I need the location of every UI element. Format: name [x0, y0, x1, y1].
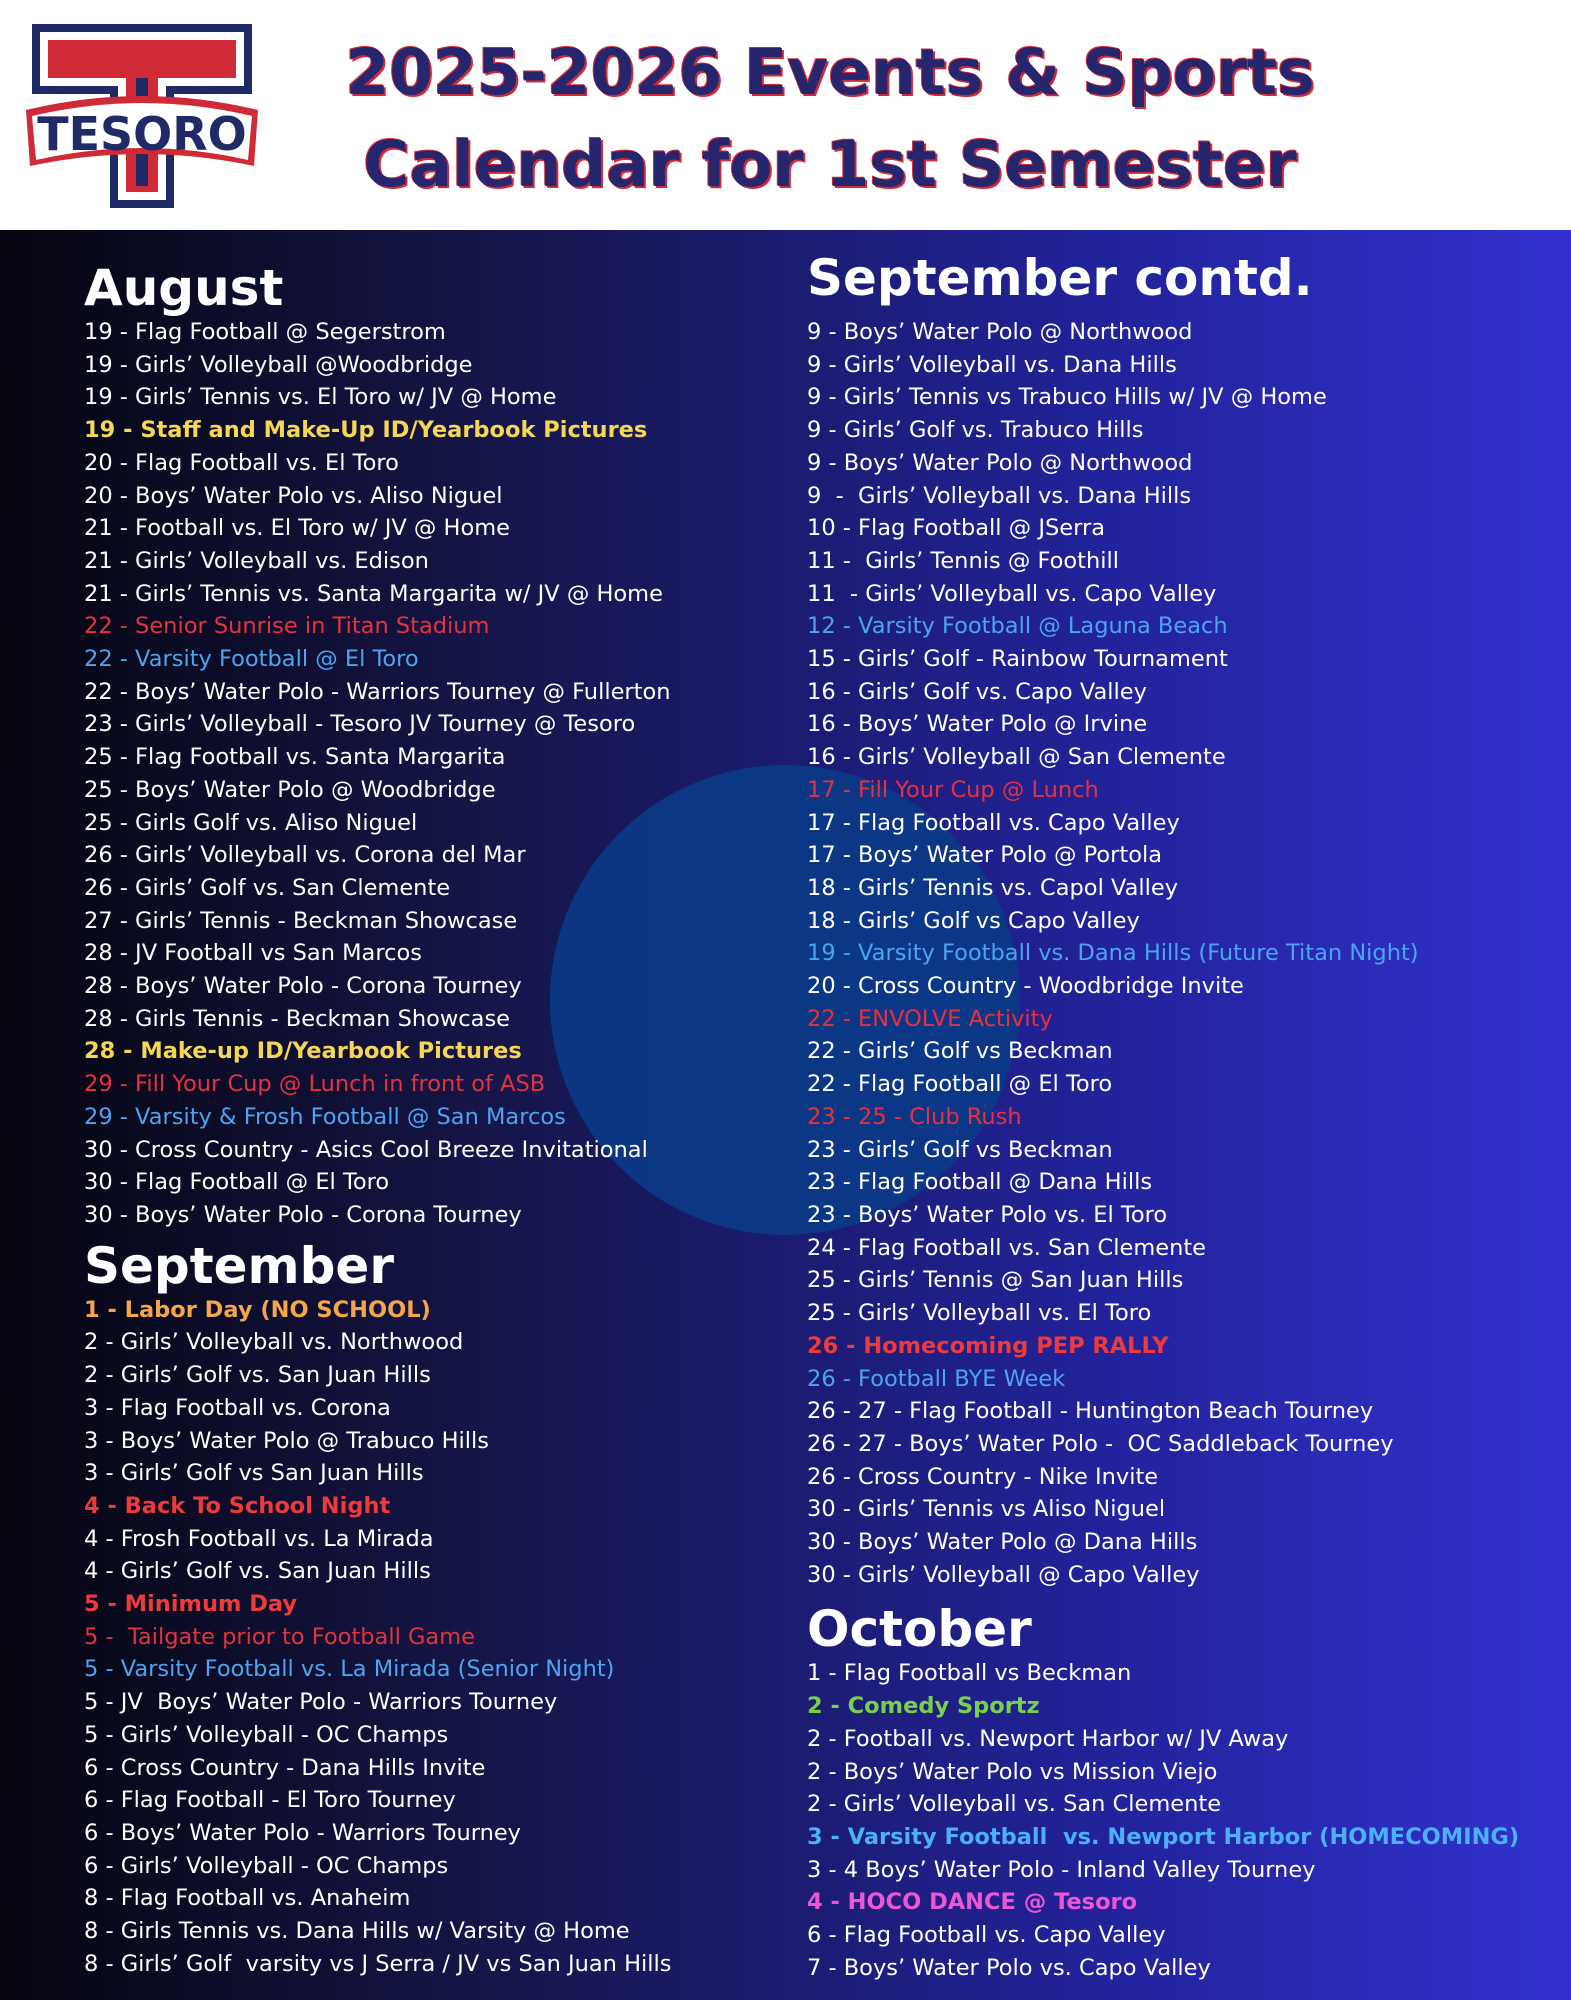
event-item: 9 - Girls’ Volleyball vs. Dana Hills [807, 482, 1192, 509]
event-item: 21 - Girls’ Tennis vs. Santa Margarita w/ JV @ Home [84, 580, 663, 607]
event-item: 20 - Cross Country - Woodbridge Invite [807, 973, 1244, 1000]
event-item: 20 - Flag Football vs. El Toro [84, 449, 399, 476]
event-item: 30 - Boys’ Water Polo @ Dana Hills [807, 1529, 1198, 1556]
event-item: 9 - Girls’ Golf vs. Trabuco Hills [807, 417, 1144, 444]
right-column [807, 230, 1567, 1984]
month-heading-august: August [84, 259, 284, 317]
event-item: 2 - Girls’ Volleyball vs. San Clemente [807, 1791, 1222, 1818]
event-item: 1 - Labor Day (NO SCHOOL) [84, 1296, 431, 1323]
event-item: 6 - Flag Football - El Toro Tourney [84, 1787, 456, 1814]
event-item: 29 - Fill Your Cup @ Lunch in front of ASB [84, 1071, 546, 1098]
event-item: 11 - Girls’ Tennis @ Foothill [807, 547, 1119, 574]
event-item: 30 - Girls’ Volleyball @ Capo Valley [807, 1561, 1200, 1588]
event-item: 22 - Boys’ Water Polo - Warriors Tourney @ Fullerton [84, 678, 671, 705]
event-item: 7 - Boys’ Water Polo vs. Capo Valley [807, 1954, 1211, 1981]
event-item: 21 - Football vs. El Toro w/ JV @ Home [84, 515, 511, 542]
event-item: 11 - Girls’ Volleyball vs. Capo Valley [807, 580, 1217, 607]
event-item: 29 - Varsity & Frosh Football @ San Marcos [84, 1103, 566, 1130]
event-item: 26 - 27 - Boys’ Water Polo - OC Saddleback Tourney [807, 1430, 1394, 1457]
event-item: 19 - Varsity Football vs. Dana Hills (Future Titan Night) [807, 940, 1419, 967]
event-item: 15 - Girls’ Golf - Rainbow Tournament [807, 646, 1228, 673]
event-item: 4 - HOCO DANCE @ Tesoro [807, 1889, 1138, 1916]
event-item: 6 - Boys’ Water Polo - Warriors Tourney [84, 1819, 521, 1846]
event-item: 22 - Flag Football @ El Toro [807, 1071, 1113, 1098]
event-item: 3 - Flag Football vs. Corona [84, 1394, 391, 1421]
event-item: 5 - Varsity Football vs. La Mirada (Senior Night) [84, 1656, 615, 1683]
event-item: 5 - Minimum Day [84, 1591, 298, 1618]
event-item: 16 - Girls’ Golf vs. Capo Valley [807, 678, 1147, 705]
event-item: 26 - Girls’ Golf vs. San Clemente [84, 874, 451, 901]
event-item: 28 - Girls Tennis - Beckman Showcase [84, 1005, 511, 1032]
month-heading-september-contd: September contd. [807, 249, 1313, 307]
event-item: 22 - ENVOLVE Activity [807, 1005, 1053, 1032]
event-item: 18 - Girls’ Golf vs Capo Valley [807, 907, 1140, 934]
august-event-list [84, 316, 784, 1232]
event-item: 10 - Flag Football @ JSerra [807, 515, 1105, 542]
event-item: 4 - Back To School Night [84, 1492, 391, 1519]
event-item: 17 - Flag Football vs. Capo Valley [807, 809, 1180, 836]
event-item: 30 - Cross Country - Asics Cool Breeze Invitational [84, 1136, 648, 1163]
event-item: 27 - Girls’ Tennis - Beckman Showcase [84, 907, 518, 934]
month-heading-september: September [84, 1236, 394, 1295]
event-item: 25 - Boys’ Water Polo @ Woodbridge [84, 776, 496, 803]
logo-text: TESORO [37, 107, 247, 161]
event-item: 30 - Boys’ Water Polo - Corona Tourney [84, 1201, 522, 1228]
event-item: 22 - Senior Sunrise in Titan Stadium [84, 613, 490, 640]
event-item: 1 - Flag Football vs Beckman [807, 1660, 1132, 1687]
event-item: 9 - Boys’ Water Polo @ Northwood [807, 449, 1193, 476]
event-item: 21 - Girls’ Volleyball vs. Edison [84, 547, 429, 574]
left-column [84, 230, 784, 1980]
event-item: 26 - 27 - Flag Football - Huntington Beach Tourney [807, 1398, 1374, 1425]
event-item: 8 - Girls Tennis vs. Dana Hills w/ Varsity @ Home [84, 1918, 630, 1945]
header [0, 0, 1571, 230]
event-item: 5 - Girls’ Volleyball - OC Champs [84, 1721, 449, 1748]
event-item: 2 - Girls’ Golf vs. San Juan Hills [84, 1362, 431, 1389]
event-item: 2 - Boys’ Water Polo vs Mission Viejo [807, 1758, 1218, 1785]
event-item: 4 - Girls’ Golf vs. San Juan Hills [84, 1558, 431, 1585]
event-item: 25 - Girls’ Tennis @ San Juan Hills [807, 1267, 1184, 1294]
event-item: 9 - Girls’ Tennis vs Trabuco Hills w/ JV @ Home [807, 384, 1327, 411]
event-item: 3 - Girls’ Golf vs San Juan Hills [84, 1460, 424, 1487]
event-item: 2 - Girls’ Volleyball vs. Northwood [84, 1329, 464, 1356]
event-item: 23 - Flag Football @ Dana Hills [807, 1169, 1153, 1196]
event-item: 16 - Boys’ Water Polo @ Irvine [807, 711, 1148, 738]
page-title-line2: Calendar for 1st Semester [363, 128, 1297, 201]
event-item: 24 - Flag Football vs. San Clemente [807, 1234, 1207, 1261]
event-item: 19 - Girls’ Tennis vs. El Toro w/ JV @ Home [84, 384, 557, 411]
event-item: 3 - Boys’ Water Polo @ Trabuco Hills [84, 1427, 489, 1454]
event-item: 5 - JV Boys’ Water Polo - Warriors Tourney [84, 1689, 558, 1716]
event-item: 23 - 25 - Club Rush [807, 1103, 1022, 1130]
event-item: 28 - Make-up ID/Yearbook Pictures [84, 1038, 522, 1065]
event-item: 4 - Frosh Football vs. La Mirada [84, 1525, 434, 1552]
event-item: 25 - Girls Golf vs. Aliso Niguel [84, 809, 418, 836]
event-item: 28 - JV Football vs San Marcos [84, 940, 422, 967]
event-item: 3 - 4 Boys’ Water Polo - Inland Valley Tourney [807, 1856, 1316, 1883]
month-heading-october: October [807, 1600, 1032, 1659]
event-item: 28 - Boys’ Water Polo - Corona Tourney [84, 973, 522, 1000]
october-event-list [807, 1657, 1567, 1984]
event-item: 17 - Boys’ Water Polo @ Portola [807, 842, 1163, 869]
event-item: 9 - Boys’ Water Polo @ Northwood [807, 319, 1193, 345]
event-item: 26 - Homecoming PEP RALLY [807, 1332, 1169, 1359]
event-item: 26 - Football BYE Week [807, 1365, 1066, 1392]
event-item: 22 - Varsity Football @ El Toro [84, 646, 419, 673]
event-item: 3 - Varsity Football vs. Newport Harbor (HOMECOMING) [807, 1823, 1520, 1850]
event-item: 12 - Varsity Football @ Laguna Beach [807, 613, 1228, 640]
event-item: 25 - Girls’ Volleyball vs. El Toro [807, 1300, 1152, 1327]
event-item: 17 - Fill Your Cup @ Lunch [807, 776, 1099, 803]
event-item: 19 - Girls’ Volleyball @Woodbridge [84, 351, 473, 378]
page-title-line1: 2025-2026 Events & Sports [345, 36, 1315, 109]
september-event-list [84, 1294, 784, 1981]
event-item: 19 - Staff and Make-Up ID/Yearbook Pictures [84, 417, 648, 444]
tesoro-t-logo [24, 18, 260, 214]
event-item: 22 - Girls’ Golf vs Beckman [807, 1038, 1113, 1065]
event-item: 9 - Girls’ Volleyball vs. Dana Hills [807, 351, 1177, 378]
event-item: 23 - Boys’ Water Polo vs. El Toro [807, 1201, 1168, 1228]
event-item: 6 - Flag Football vs. Capo Valley [807, 1922, 1166, 1949]
event-item: 23 - Girls’ Volleyball - Tesoro JV Tourney @ Tesoro [84, 711, 636, 738]
event-item: 16 - Girls’ Volleyball @ San Clemente [807, 744, 1226, 771]
event-item: 26 - Girls’ Volleyball vs. Corona del Mar [84, 842, 526, 869]
event-item: 6 - Cross Country - Dana Hills Invite [84, 1754, 486, 1781]
event-item: 23 - Girls’ Golf vs Beckman [807, 1136, 1113, 1163]
event-item: 25 - Flag Football vs. Santa Margarita [84, 744, 506, 771]
event-item: 19 - Flag Football @ Segerstrom [84, 319, 446, 345]
event-item: 2 - Comedy Sportz [807, 1693, 1040, 1720]
event-item: 18 - Girls’ Tennis vs. Capol Valley [807, 874, 1179, 901]
event-item: 30 - Flag Football @ El Toro [84, 1169, 390, 1196]
event-item: 8 - Girls’ Golf varsity vs J Serra / JV vs San Juan Hills [84, 1950, 672, 1977]
event-item: 20 - Boys’ Water Polo vs. Aliso Niguel [84, 482, 503, 509]
event-item: 26 - Cross Country - Nike Invite [807, 1463, 1159, 1490]
event-item: 30 - Girls’ Tennis vs Aliso Niguel [807, 1496, 1166, 1523]
event-item: 6 - Girls’ Volleyball - OC Champs [84, 1852, 449, 1879]
event-item: 5 - Tailgate prior to Football Game [84, 1623, 475, 1650]
calendar-body [0, 230, 1571, 2000]
september-contd-event-list [807, 316, 1567, 1591]
event-item: 2 - Football vs. Newport Harbor w/ JV Away [807, 1725, 1289, 1752]
event-item: 8 - Flag Football vs. Anaheim [84, 1885, 411, 1912]
